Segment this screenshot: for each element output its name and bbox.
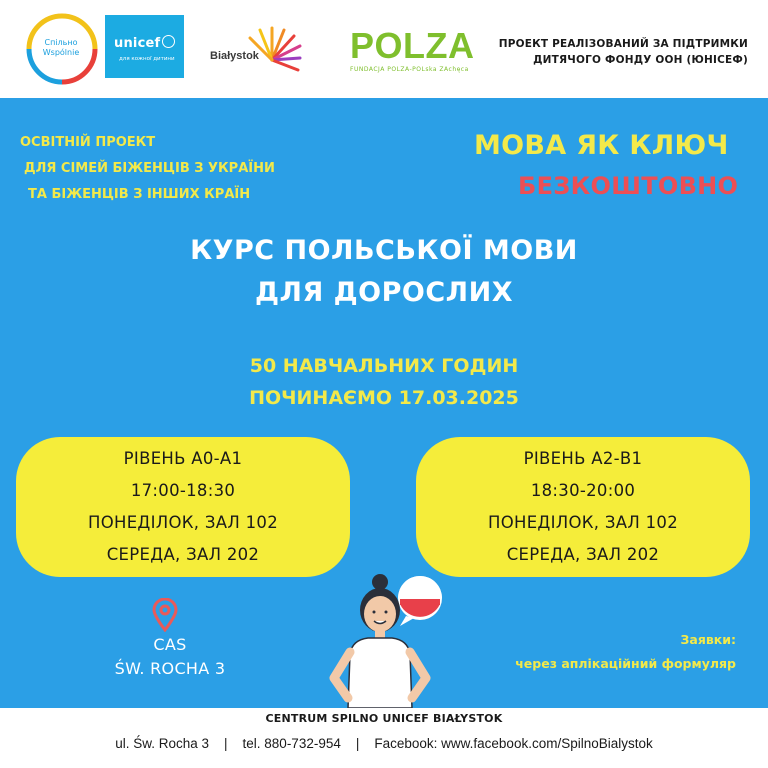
start-date-line: ПОЧИНАЄМО 17.03.2025 bbox=[249, 387, 519, 409]
project-line-2: ДЛЯ СІМЕЙ БІЖЕНЦІВ З УКРАЇНИ bbox=[24, 161, 275, 176]
sponsor-line-1: ПРОЕКТ РЕАЛІЗОВАНИЙ ЗА ПІДТРИМКИ bbox=[498, 38, 748, 50]
free-label: БЕЗКОШТОВНО bbox=[518, 172, 739, 200]
hours-line: 50 НАВЧАЛЬНИХ ГОДИН bbox=[249, 355, 519, 377]
apply-label: Заявки: bbox=[680, 632, 736, 647]
level-card-a2-b1 bbox=[416, 437, 750, 577]
polish-flag-icon bbox=[398, 576, 442, 626]
unicef-logo bbox=[105, 15, 184, 78]
location-line-2: ŚW. ROCHA 3 bbox=[114, 659, 226, 678]
sponsor-line-2: ДИТЯЧОГО ФОНДУ ООН (ЮНІСЕФ) bbox=[533, 54, 748, 66]
application-info bbox=[460, 628, 736, 676]
level-time: 17:00-18:30 bbox=[130, 481, 236, 500]
spilno-logo-text: Спільно Wspólnie bbox=[42, 38, 80, 57]
polza-logo-subtitle: FUNDACJA POLZA-POLska ZAchęca bbox=[350, 66, 469, 73]
woman-illustration bbox=[320, 560, 480, 708]
bialystok-logo-text: Białystok bbox=[210, 50, 259, 62]
location-pin-icon bbox=[152, 598, 178, 632]
footer-contacts: ul. Św. Rocha 3 | tel. 880-732-954 | Facebook: www.facebook.com/SpilnoBialystok bbox=[115, 736, 653, 751]
sponsor-note bbox=[490, 36, 748, 68]
course-line-2: ДЛЯ ДОРОСЛИХ bbox=[254, 277, 514, 308]
location-line-1: CAS bbox=[153, 635, 187, 654]
bialystok-sunburst-icon bbox=[210, 24, 302, 74]
level-name: РІВЕНЬ А0-А1 bbox=[123, 449, 243, 468]
level-name: РІВЕНЬ А2-В1 bbox=[523, 449, 643, 468]
globe-icon bbox=[162, 35, 175, 48]
polza-logo: POLZA bbox=[350, 25, 475, 66]
header bbox=[0, 0, 768, 98]
project-description bbox=[20, 130, 275, 208]
project-line-1: ОСВІТНІЙ ПРОЕКТ bbox=[20, 135, 156, 150]
footer-organization: CENTRUM SPILNO UNICEF BIAŁYSTOK bbox=[265, 712, 503, 725]
level-day-2: СЕРЕДА, ЗАЛ 202 bbox=[506, 545, 660, 564]
unicef-tagline: для кожної дитини bbox=[119, 56, 175, 62]
project-line-3: ТА БІЖЕНЦІВ З ІНШИХ КРАЇН bbox=[28, 187, 251, 202]
level-time: 18:30-20:00 bbox=[530, 481, 636, 500]
course-hours bbox=[0, 350, 768, 414]
level-card-a0-a1 bbox=[16, 437, 350, 577]
apply-method: через аплікаційний формуляр bbox=[515, 656, 736, 671]
course-line-1: КУРС ПОЛЬСЬКОЇ МОВИ bbox=[190, 235, 578, 266]
level-day-2: СЕРЕДА, ЗАЛ 202 bbox=[106, 545, 260, 564]
poster-title: МОВА ЯК КЛЮЧ bbox=[474, 130, 729, 161]
course-heading bbox=[0, 230, 768, 314]
location-address bbox=[90, 633, 250, 681]
level-day-1: ПОНЕДІЛОК, ЗАЛ 102 bbox=[488, 513, 678, 532]
level-day-1: ПОНЕДІЛОК, ЗАЛ 102 bbox=[88, 513, 278, 532]
unicef-name: unicef bbox=[114, 36, 161, 51]
